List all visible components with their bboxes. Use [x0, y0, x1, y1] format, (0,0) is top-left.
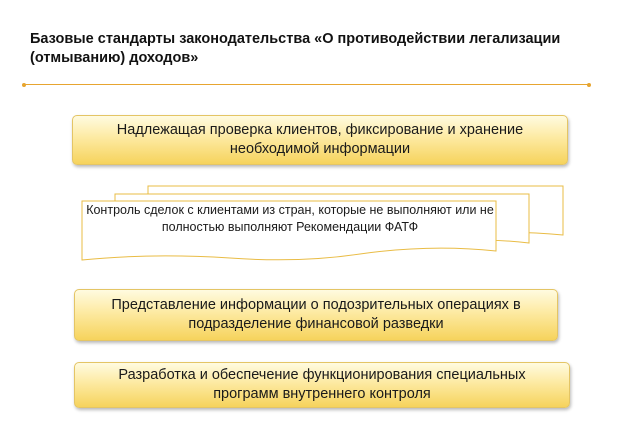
- box-customer-due-diligence-text: Надлежащая проверка клиентов, фиксирование и хранение необходимой информации: [116, 122, 524, 157]
- box-suspicious-transactions-reporting: [74, 289, 558, 341]
- slide-title: Базовые стандарты законодательства «О противодействии легализации (отмыванию) доходов»: [30, 31, 561, 66]
- box-suspicious-transactions-reporting-text: Представление информации о подозрительных операциях в подразделение финансовой разведки: [111, 297, 521, 332]
- document-box-text: Контроль сделок с клиентами из стран, которые не выполняют или не полностью выполняют Рекомендации ФАТФ: [86, 203, 494, 234]
- box-internal-control-programs: [74, 362, 570, 408]
- box-internal-control-programs-text: Разработка и обеспечение функционирования специальных программ внутреннего контроля: [118, 367, 526, 402]
